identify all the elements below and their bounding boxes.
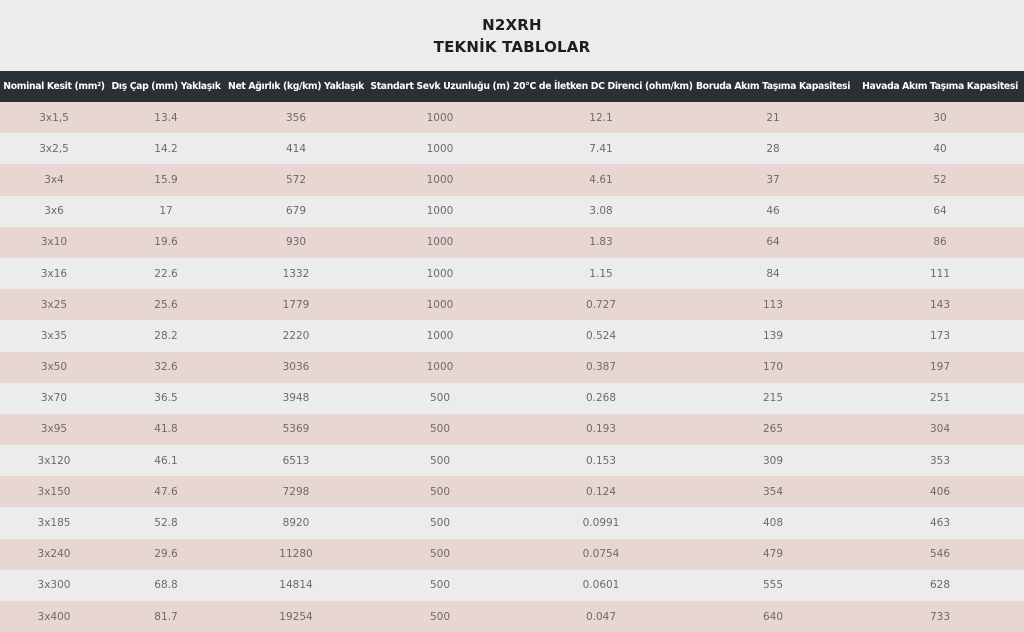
- table-cell: 0.727: [585, 298, 617, 311]
- table-cell: 3x16: [40, 267, 68, 280]
- table-cell: 0.153: [585, 454, 617, 467]
- table-row: [0, 601, 1024, 632]
- table-cell: 40: [933, 142, 947, 155]
- table-cell: 1000: [426, 361, 454, 374]
- table-cell: 52: [933, 173, 947, 186]
- table-cell: 3x1,5: [39, 111, 69, 124]
- table-cell: 500: [429, 548, 451, 561]
- table-cell: 0.0601: [582, 579, 620, 592]
- page-title: N2XRH: [482, 16, 542, 34]
- table-cell: 14814: [279, 579, 313, 592]
- table-cell: 463: [929, 517, 951, 530]
- table-cell: 3x240: [37, 548, 71, 561]
- table-cell: 22.6: [154, 267, 178, 280]
- table-cell: 1000: [426, 298, 454, 311]
- table-cell: 68.8: [154, 579, 178, 592]
- table-cell: 0.268: [585, 392, 617, 405]
- table-cell: 15.9: [154, 173, 178, 186]
- table-cell: 0.124: [585, 485, 617, 498]
- table-cell: 3x2,5: [39, 142, 69, 155]
- table-cell: 4.61: [589, 173, 613, 186]
- table-cell: 3x300: [37, 579, 71, 592]
- table-cell: 679: [285, 205, 307, 218]
- table-cell: 353: [929, 454, 951, 467]
- table-cell: 0.047: [585, 610, 617, 623]
- column-header: Boruda Akım Taşıma Kapasitesi: [695, 81, 851, 92]
- table-cell: 215: [762, 392, 784, 405]
- table-row: [0, 570, 1024, 601]
- table-row: [0, 383, 1024, 414]
- table-row: [0, 445, 1024, 476]
- table-row: [0, 258, 1024, 289]
- page-subtitle: TEKNİK TABLOLAR: [433, 38, 591, 56]
- table-row: [0, 352, 1024, 383]
- table-cell: 572: [285, 173, 307, 186]
- table-cell: 0.524: [585, 329, 617, 342]
- table-cell: 6513: [282, 454, 310, 467]
- table-cell: 500: [429, 610, 451, 623]
- column-header: Havada Akım Taşıma Kapasitesi: [862, 81, 1018, 92]
- table-cell: 173: [929, 329, 951, 342]
- table-cell: 46.1: [154, 454, 178, 467]
- table-row: [0, 164, 1024, 195]
- table-cell: 8920: [282, 517, 310, 530]
- table-cell: 64: [766, 236, 780, 249]
- table-cell: 555: [762, 579, 784, 592]
- table-cell: 500: [429, 454, 451, 467]
- table-cell: 3036: [282, 361, 310, 374]
- table-cell: 14.2: [154, 142, 178, 155]
- table-cell: 28.2: [154, 329, 178, 342]
- table-cell: 408: [762, 517, 784, 530]
- table-cell: 1000: [426, 142, 454, 155]
- column-header: Standart Sevk Uzunluğu (m): [370, 81, 510, 92]
- table-cell: 81.7: [154, 610, 178, 623]
- table-cell: 197: [929, 361, 951, 374]
- table-cell: 29.6: [154, 548, 178, 561]
- table-cell: 7.41: [589, 142, 613, 155]
- table-cell: 640: [762, 610, 784, 623]
- table-cell: 1.83: [589, 236, 613, 249]
- table-cell: 1332: [282, 267, 310, 280]
- table-cell: 930: [285, 236, 307, 249]
- table-cell: 265: [762, 423, 784, 436]
- table-cell: 30: [933, 111, 947, 124]
- table-cell: 3x50: [40, 361, 68, 374]
- page-header: [0, 0, 1024, 70]
- technical-table: [0, 71, 1024, 632]
- table-cell: 1000: [426, 111, 454, 124]
- table-cell: 41.8: [154, 423, 178, 436]
- table-cell: 3.08: [589, 205, 613, 218]
- table-cell: 3948: [282, 392, 310, 405]
- table-cell: 3x400: [37, 610, 71, 623]
- column-header: Net Ağırlık (kg/km) Yaklaşık: [228, 81, 364, 92]
- table-cell: 500: [429, 517, 451, 530]
- table-cell: 1000: [426, 267, 454, 280]
- table-cell: 0.387: [585, 361, 617, 374]
- column-header: Dış Çap (mm) Yaklaşık: [111, 81, 221, 92]
- table-cell: 628: [929, 579, 951, 592]
- table-cell: 86: [933, 236, 947, 249]
- table-cell: 3x4: [44, 173, 64, 186]
- column-header: 20°C de İletken DC Direnci (ohm/km): [513, 81, 693, 92]
- table-cell: 143: [929, 298, 951, 311]
- table-cell: 3x25: [40, 298, 68, 311]
- table-cell: 3x6: [44, 205, 64, 218]
- table-cell: 2220: [282, 329, 310, 342]
- table-cell: 47.6: [154, 485, 178, 498]
- table-cell: 500: [429, 392, 451, 405]
- column-header: Nominal Kesit (mm²): [3, 81, 105, 92]
- table-cell: 32.6: [154, 361, 178, 374]
- table-cell: 13.4: [154, 111, 178, 124]
- table-cell: 19.6: [154, 236, 178, 249]
- table-header: [0, 71, 1024, 102]
- table-cell: 36.5: [154, 392, 178, 405]
- table-cell: 251: [929, 392, 951, 405]
- table-cell: 1000: [426, 205, 454, 218]
- table-row: [0, 476, 1024, 507]
- table-row: [0, 320, 1024, 351]
- table-cell: 354: [762, 485, 784, 498]
- table-row: [0, 133, 1024, 164]
- table-cell: 546: [929, 548, 951, 561]
- table-header-row: [0, 71, 1024, 102]
- table-cell: 0.0991: [582, 517, 620, 530]
- table-cell: 406: [929, 485, 951, 498]
- table-cell: 1000: [426, 329, 454, 342]
- table-cell: 0.0754: [582, 548, 620, 561]
- table-cell: 500: [429, 485, 451, 498]
- table-row: [0, 507, 1024, 538]
- table-cell: 3x120: [37, 454, 71, 467]
- table-cell: 414: [285, 142, 307, 155]
- table-cell: 113: [762, 298, 784, 311]
- table-cell: 500: [429, 423, 451, 436]
- table-cell: 17: [159, 205, 173, 218]
- table-cell: 111: [929, 267, 951, 280]
- table-cell: 3x70: [40, 392, 68, 405]
- table-cell: 3x35: [40, 329, 68, 342]
- table-cell: 19254: [279, 610, 313, 623]
- table-cell: 1779: [282, 298, 310, 311]
- table-cell: 3x10: [40, 236, 68, 249]
- table-cell: 25.6: [154, 298, 178, 311]
- table-cell: 7298: [282, 485, 310, 498]
- table-row: [0, 102, 1024, 133]
- table-row: [0, 539, 1024, 570]
- table-cell: 1.15: [589, 267, 613, 280]
- table-cell: 28: [766, 142, 780, 155]
- table-cell: 64: [933, 205, 947, 218]
- table-body: [0, 102, 1024, 632]
- table-cell: 1000: [426, 173, 454, 186]
- table-cell: 37: [766, 173, 780, 186]
- table-cell: 84: [766, 267, 780, 280]
- table-cell: 52.8: [154, 517, 178, 530]
- table-row: [0, 414, 1024, 445]
- table-cell: 3x150: [37, 485, 71, 498]
- table-cell: 0.193: [585, 423, 617, 436]
- table-cell: 304: [929, 423, 951, 436]
- table-cell: 309: [762, 454, 784, 467]
- table-cell: 356: [285, 111, 307, 124]
- table-cell: 170: [762, 361, 784, 374]
- table-row: [0, 196, 1024, 227]
- table-cell: 11280: [279, 548, 313, 561]
- table-cell: 21: [766, 111, 780, 124]
- table-cell: 3x185: [37, 517, 71, 530]
- table-cell: 733: [929, 610, 951, 623]
- table-row: [0, 227, 1024, 258]
- table-cell: 5369: [282, 423, 310, 436]
- table-cell: 479: [762, 548, 784, 561]
- table-cell: 12.1: [589, 111, 613, 124]
- table-cell: 139: [762, 329, 784, 342]
- table-cell: 46: [766, 205, 780, 218]
- table-cell: 1000: [426, 236, 454, 249]
- technical-table-container[interactable]: [0, 71, 1024, 623]
- table-row: [0, 289, 1024, 320]
- table-cell: 500: [429, 579, 451, 592]
- table-cell: 3x95: [40, 423, 68, 436]
